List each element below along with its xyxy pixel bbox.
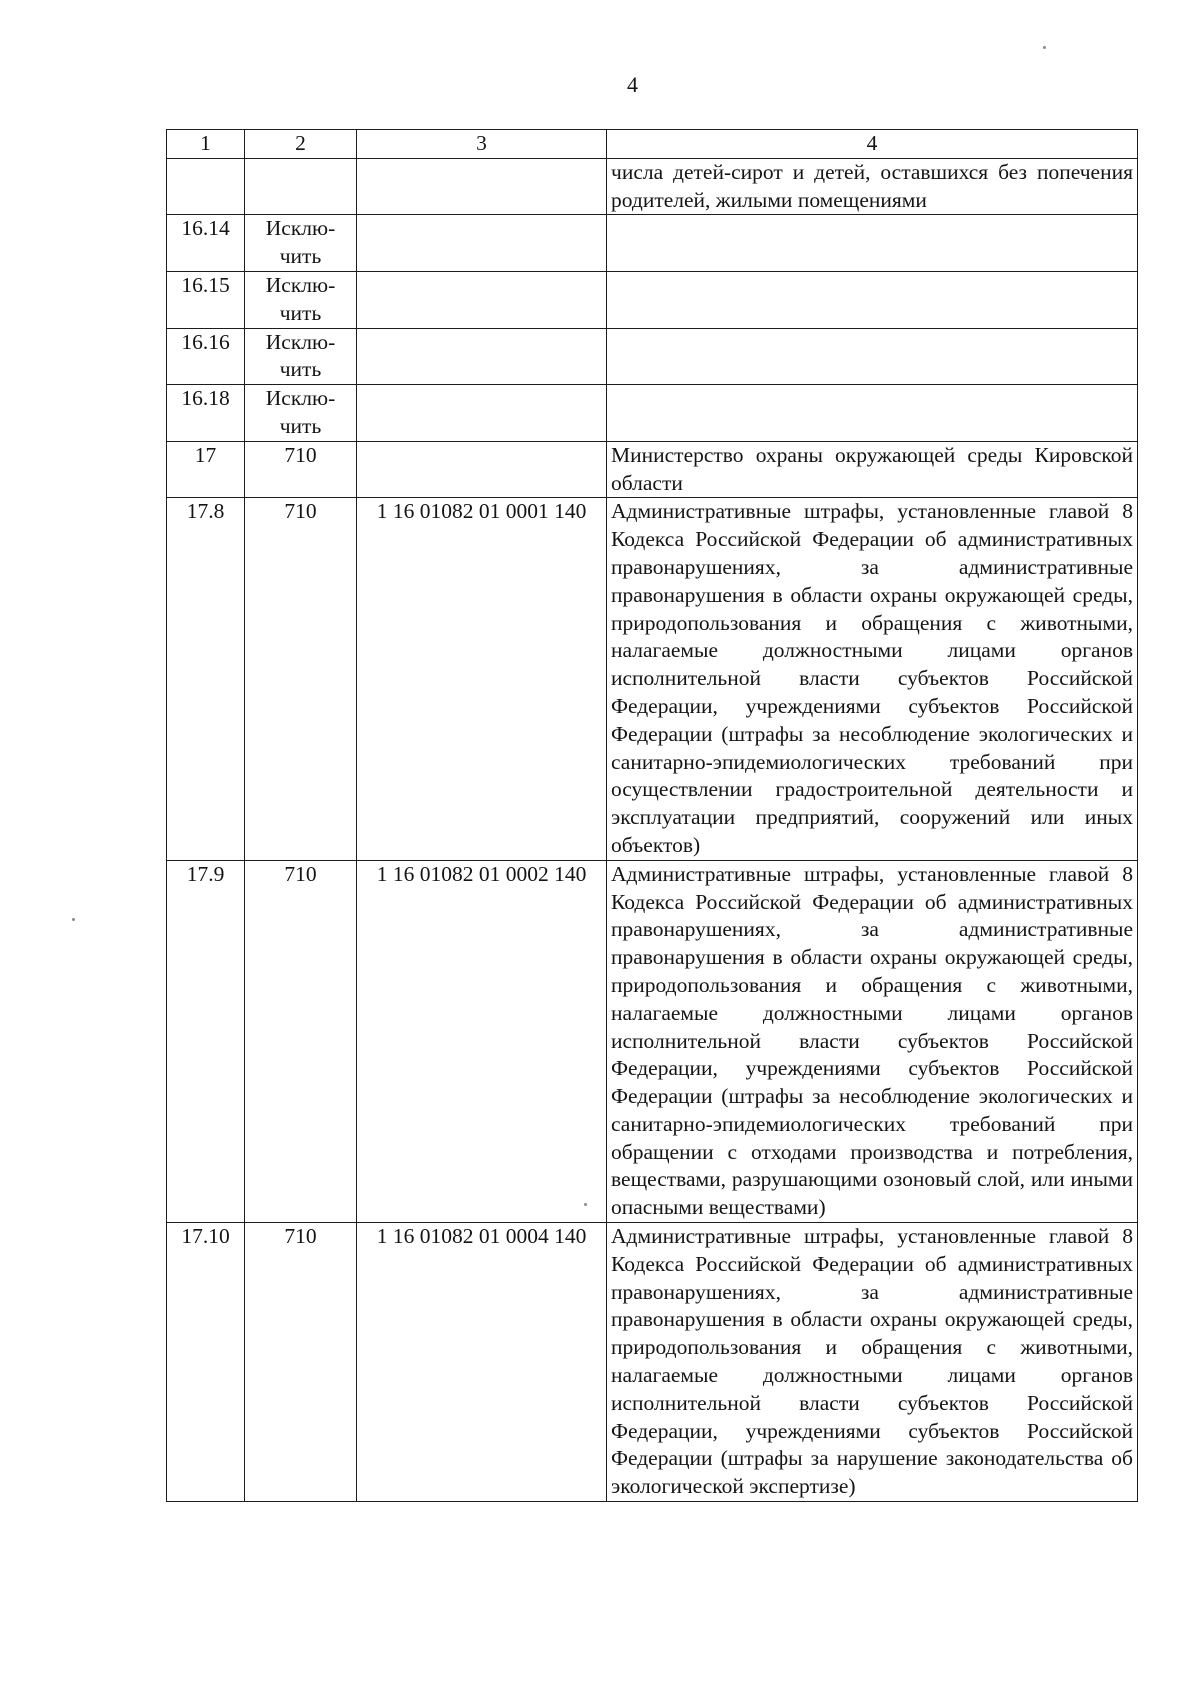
admin-code-cell: 710 xyxy=(245,498,357,860)
row-number-cell: 17 xyxy=(167,441,245,498)
admin-code-cell xyxy=(245,158,357,215)
kbk-code-cell: 1 16 01082 01 0004 140 xyxy=(357,1223,607,1502)
scan-speck xyxy=(72,918,75,921)
kbk-code-cell: 1 16 01082 01 0002 140 xyxy=(357,860,607,1222)
admin-code-cell: 710 xyxy=(245,860,357,1222)
table-row xyxy=(167,385,1138,442)
table-row xyxy=(167,441,1138,498)
row-number-cell: 16.15 xyxy=(167,271,245,328)
kbk-code-cell xyxy=(357,158,607,215)
row-number-cell: 17.9 xyxy=(167,860,245,1222)
table-row xyxy=(167,271,1138,328)
kbk-code-cell xyxy=(357,385,607,442)
page-number: 4 xyxy=(627,72,638,97)
column-number-3: 3 xyxy=(357,130,607,159)
description-cell xyxy=(607,385,1138,442)
description-cell: Административные штрафы, установленные главой 8 Кодекса Российской Федерации об административных правонарушениях, за административные правонарушения в области охраны окружающей среды, природопользования и обращения с животными, налагаемые должностными лицами органов исполнительной власти субъектов Российской Федерации, учреждениями субъектов Российской Федерации (штрафы за нарушение законодательства об экологической экспертизе) xyxy=(607,1223,1138,1502)
column-number-4: 4 xyxy=(607,130,1138,159)
kbk-code-cell xyxy=(357,215,607,272)
table-row xyxy=(167,860,1138,1222)
row-number-cell: 17.8 xyxy=(167,498,245,860)
description-cell: Административные штрафы, установленные главой 8 Кодекса Российской Федерации об административных правонарушениях, за административные правонарушения в области охраны окружающей среды, природопользования и обращения с животными, налагаемые должностными лицами органов исполнительной власти субъектов Российской Федерации, учреждениями субъектов Российской Федерации (штрафы за несоблюдение экологических и санитарно-эпидемиологических требований при обращении с отходами производства и потребления, веществами, разрушающими озоновый слой, или иными опасными веществами) xyxy=(607,860,1138,1222)
column-number-2: 2 xyxy=(245,130,357,159)
description-cell: Административные штрафы, установленные главой 8 Кодекса Российской Федерации об административных правонарушениях, за административные правонарушения в области охраны окружающей среды, природопользования и обращения с животными, налагаемые должностными лицами органов исполнительной власти субъектов Российской Федерации, учреждениями субъектов Российской Федерации (штрафы за несоблюдение экологических и санитарно-эпидемиологических требований при осуществлении градостроительной деятельности и эксплуатации предприятий, сооружений или иных объектов) xyxy=(607,498,1138,860)
admin-code-cell: Исклю-чить xyxy=(245,215,357,272)
revenue-codes-table xyxy=(166,129,1138,1502)
admin-code-cell: Исклю-чить xyxy=(245,271,357,328)
table-row xyxy=(167,158,1138,215)
scan-speck xyxy=(584,1203,587,1206)
description-cell xyxy=(607,215,1138,272)
row-number-cell: 17.10 xyxy=(167,1223,245,1502)
column-number-row xyxy=(167,130,1138,159)
table-row xyxy=(167,328,1138,385)
table-row xyxy=(167,498,1138,860)
admin-code-cell: Исклю-чить xyxy=(245,328,357,385)
row-number-cell xyxy=(167,158,245,215)
kbk-code-cell xyxy=(357,441,607,498)
admin-code-cell: 710 xyxy=(245,1223,357,1502)
admin-code-cell: 710 xyxy=(245,441,357,498)
admin-code-cell: Исклю-чить xyxy=(245,385,357,442)
scan-speck xyxy=(1043,46,1046,49)
column-number-1: 1 xyxy=(167,130,245,159)
table-row xyxy=(167,1223,1138,1502)
table-row xyxy=(167,215,1138,272)
row-number-cell: 16.14 xyxy=(167,215,245,272)
row-number-cell: 16.16 xyxy=(167,328,245,385)
description-cell: числа детей-сирот и детей, оставшихся без попечения родителей, жилыми помещениями xyxy=(607,158,1138,215)
description-cell xyxy=(607,271,1138,328)
kbk-code-cell: 1 16 01082 01 0001 140 xyxy=(357,498,607,860)
description-cell: Министерство охраны окружающей среды Кировской области xyxy=(607,441,1138,498)
kbk-code-cell xyxy=(357,271,607,328)
description-cell xyxy=(607,328,1138,385)
row-number-cell: 16.18 xyxy=(167,385,245,442)
kbk-code-cell xyxy=(357,328,607,385)
